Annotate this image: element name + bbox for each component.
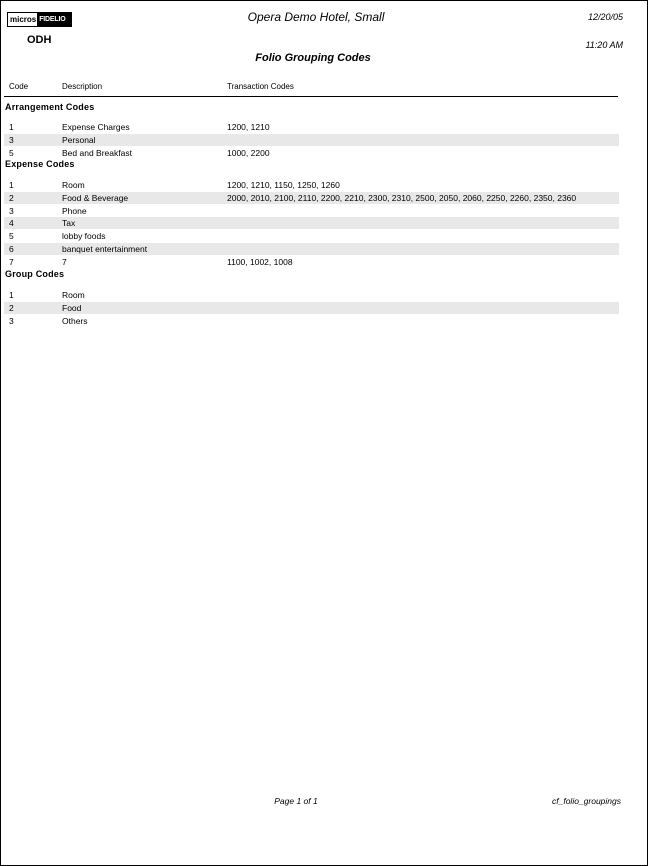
logo-right-text: FIDELIO [37, 13, 71, 26]
row-code: 7 [9, 256, 14, 267]
header-divider [4, 96, 618, 97]
row-transaction-codes: 1200, 1210, 1150, 1250, 1260 [227, 180, 340, 190]
logo-left-text: micros [10, 15, 37, 24]
report-id: cf_folio_groupings [552, 796, 621, 806]
property-code: ODH [27, 34, 52, 46]
row-code: 5 [9, 147, 14, 158]
table-row [4, 134, 619, 146]
report-title: Folio Grouping Codes [255, 52, 371, 64]
row-description: Expense Charges [62, 122, 130, 132]
table-row [4, 315, 619, 327]
column-header-description: Description [62, 82, 103, 91]
section-title: Group Codes [5, 269, 65, 279]
table-row [4, 230, 619, 242]
hotel-name: Opera Demo Hotel, Small [247, 10, 385, 24]
row-code: 1 [9, 290, 14, 300]
table-row [4, 179, 619, 191]
row-description: 7 [62, 256, 67, 267]
column-header-transaction-codes: Transaction Codes [227, 82, 294, 91]
row-description: Room [62, 180, 85, 190]
report-date: 12/20/05 [587, 12, 623, 22]
report-time: 11:20 AM [585, 40, 623, 50]
row-description: Food [62, 302, 82, 313]
row-description: Room [62, 290, 85, 300]
section-title: Expense Codes [5, 159, 75, 169]
row-code: 2 [9, 302, 14, 313]
row-code: 3 [9, 205, 14, 216]
table-row [4, 256, 619, 268]
table-row [4, 147, 619, 159]
row-code: 5 [9, 231, 14, 242]
table-row [4, 217, 619, 229]
row-code: 3 [9, 315, 14, 326]
row-description: lobby foods [62, 231, 106, 242]
table-row [4, 302, 619, 314]
row-description: Tax [62, 218, 76, 229]
table-row [4, 289, 619, 301]
row-description: Bed and Breakfast [62, 147, 132, 158]
column-header-code: Code [9, 82, 29, 91]
row-code: 1 [9, 122, 14, 132]
row-code: 1 [9, 180, 14, 190]
row-description: Personal [62, 134, 96, 145]
row-transaction-codes: 1100, 1002, 1008 [227, 256, 293, 267]
row-code: 6 [9, 244, 14, 254]
row-code: 2 [9, 192, 14, 203]
row-transaction-codes: 1000, 2200 [227, 147, 270, 158]
section-title: Arrangement Codes [5, 102, 95, 112]
page-number: Page 1 of 1 [274, 796, 318, 806]
row-description: Phone [62, 205, 87, 216]
table-row [4, 205, 619, 217]
row-description: banquet entertainment [62, 244, 148, 254]
row-transaction-codes: 2000, 2010, 2100, 2110, 2200, 2210, 2300, 2310, 2500, 2050, 2060, 2250, 2260, 2350, 2360 [227, 192, 577, 203]
row-code: 4 [9, 218, 14, 229]
table-row [4, 121, 619, 133]
row-description: Food & Beverage [62, 192, 129, 203]
row-description: Others [62, 315, 88, 326]
table-row [4, 243, 619, 255]
row-code: 3 [9, 134, 14, 145]
table-row [4, 192, 619, 204]
row-transaction-codes: 1200, 1210 [227, 122, 270, 132]
